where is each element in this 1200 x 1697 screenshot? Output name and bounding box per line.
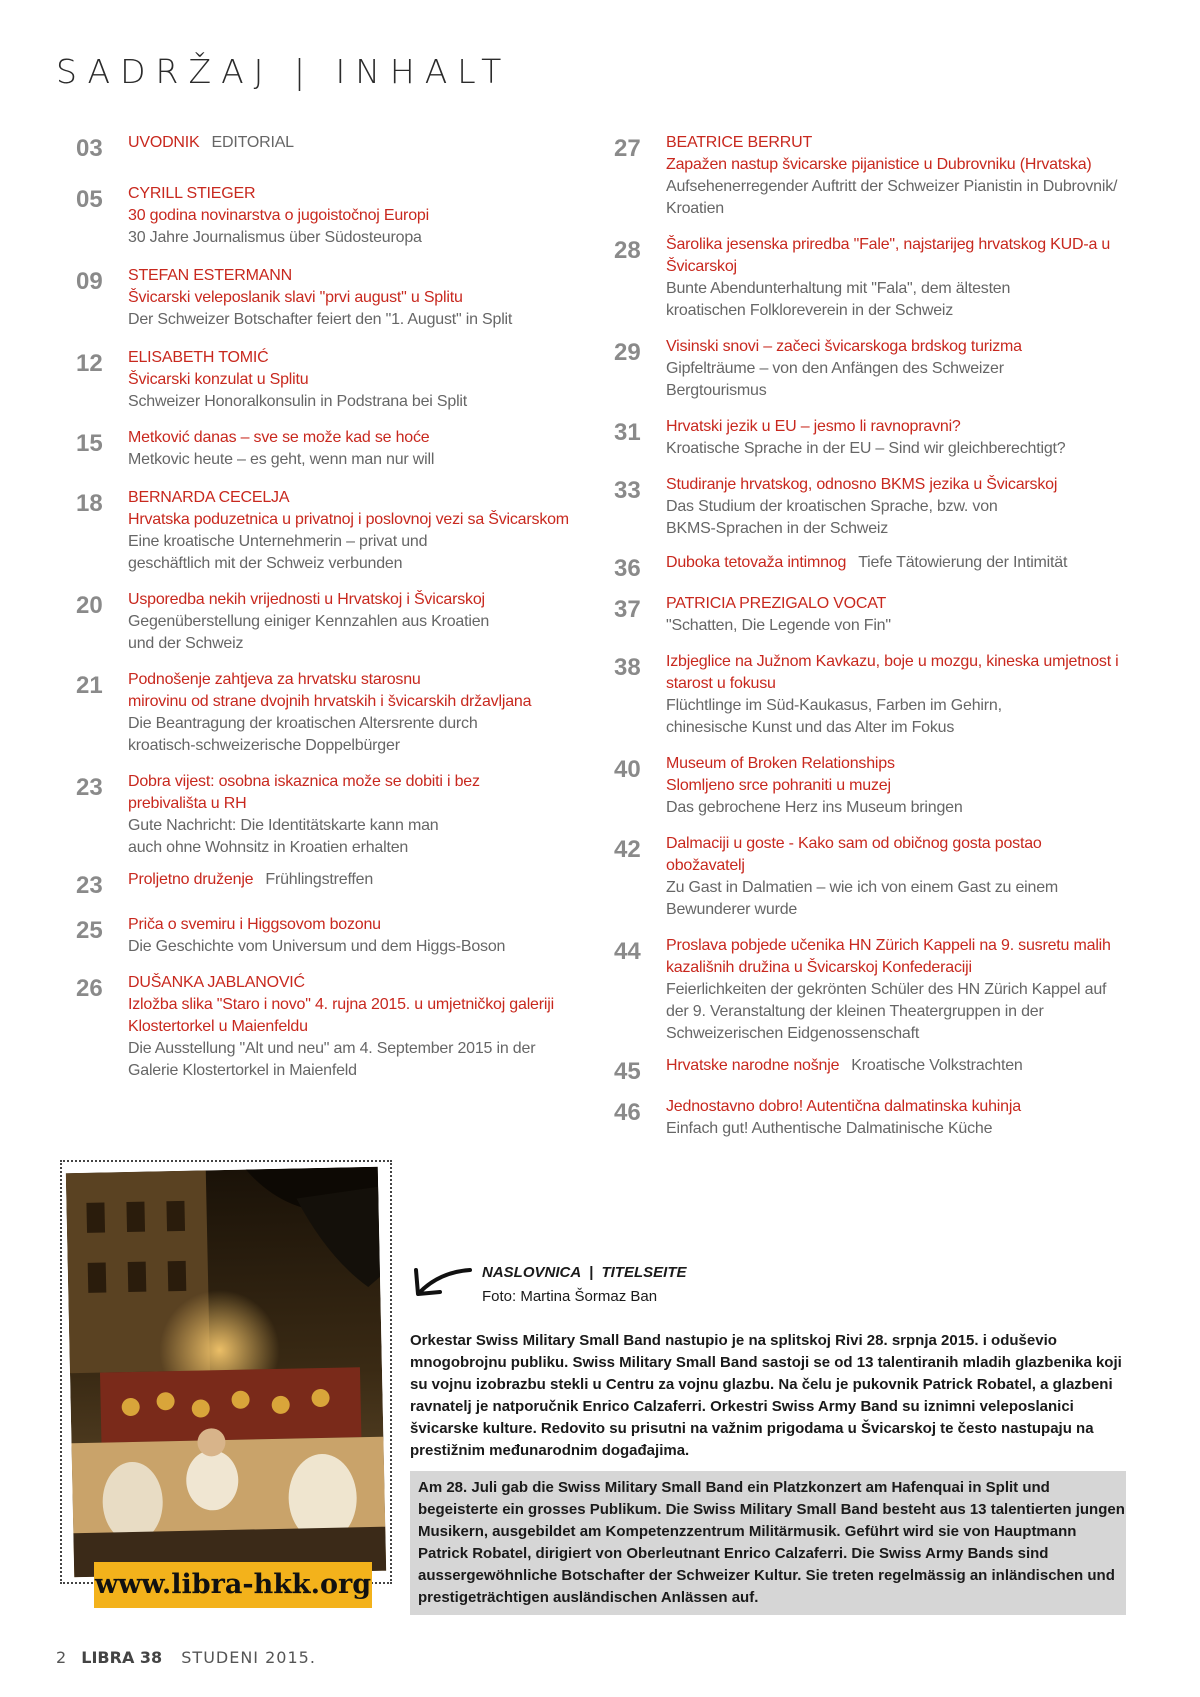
cover-label: NASLOVNICA | TITELSEITE xyxy=(482,1264,687,1281)
entry-title-de: Gipfelträume – von den Anfängen des Schweizer xyxy=(666,360,1004,377)
toc-entry[interactable] xyxy=(614,1096,1134,1140)
entry-heading xyxy=(128,487,569,509)
entry-title-hr: Visinski snovi – začeci švicarskoga brdskog turizma xyxy=(666,338,1022,355)
entry-text xyxy=(666,234,1110,322)
page-footer xyxy=(56,1648,316,1667)
entry-title-hr: Dobra vijest: osobna iskaznica može se dobiti i bez xyxy=(128,773,480,790)
entry-title-hr: Slomljeno srce pohraniti u muzej xyxy=(666,777,891,794)
entry-text xyxy=(666,753,963,819)
toc-entry[interactable] xyxy=(614,416,1134,460)
entry-title-hr: Proslava pobjede učenika HN Zürich Kappeli na 9. susretu malih xyxy=(666,937,1111,954)
entry-text xyxy=(666,474,1057,540)
entry-heading xyxy=(128,183,429,205)
toc-entry[interactable] xyxy=(76,132,596,163)
entry-text xyxy=(128,183,429,249)
entry-text xyxy=(128,914,505,958)
entry-title-de: BKMS-Sprachen in der Schweiz xyxy=(666,520,889,537)
entry-title-de: Flüchtlinge im Süd-Kaukasus, Farben im Gehirn, xyxy=(666,697,1002,714)
entry-title-hr: Švicarskoj xyxy=(666,258,737,275)
page-number: 20 xyxy=(76,592,103,619)
entry-heading xyxy=(128,869,373,891)
cover-photo-frame xyxy=(60,1160,392,1584)
entry-text xyxy=(666,593,891,637)
toc-entry[interactable] xyxy=(76,771,596,859)
entry-title-de: Kroatische Sprache in der EU – Sind wir gleichberechtigt? xyxy=(666,440,1066,457)
cover-photo xyxy=(66,1167,386,1577)
entry-heading-text: BERNARDA CECELJA xyxy=(128,489,290,506)
entry-heading-de: EDITORIAL xyxy=(211,134,294,151)
page-number: 05 xyxy=(76,186,103,213)
entry-title-de: Feierlichkeiten der gekrönten Schüler des HN Zürich Kappel auf xyxy=(666,981,1107,998)
page-number: 27 xyxy=(614,135,641,162)
toc-entry[interactable] xyxy=(614,651,1134,739)
entry-text xyxy=(128,589,489,655)
entry-heading xyxy=(666,1055,1023,1077)
page-number: 09 xyxy=(76,268,103,295)
entry-title-hr: Izbjeglice na Južnom Kavkazu, boje u mozgu, kineska umjetnost i xyxy=(666,653,1119,670)
entry-title-hr: kazališnih družina u Švicarskoj Konfederaciji xyxy=(666,959,972,976)
entry-heading-de: Frühlingstreffen xyxy=(265,871,374,888)
arrow-icon xyxy=(410,1262,472,1298)
page-number: 15 xyxy=(76,430,103,457)
toc-entry[interactable] xyxy=(76,183,596,249)
page-number: 21 xyxy=(76,672,103,699)
page-number: 12 xyxy=(76,350,103,377)
page-number: 46 xyxy=(614,1099,641,1126)
entry-heading-text: DUŠANKA JABLANOVIĆ xyxy=(128,974,305,991)
entry-title-de: geschäftlich mit der Schweiz verbunden xyxy=(128,555,403,572)
entry-text xyxy=(666,833,1058,921)
entry-text xyxy=(128,427,434,471)
entry-text xyxy=(128,771,480,859)
entry-title-hr: Metković danas – sve se može kad se hoće xyxy=(128,429,430,446)
entry-title-de: Einfach gut! Authentische Dalmatinische Küche xyxy=(666,1120,993,1137)
entry-text xyxy=(666,132,1117,220)
entry-heading-text: PATRICIA PREZIGALO VOCAT xyxy=(666,595,887,612)
entry-heading-text: UVODNIK xyxy=(128,134,200,151)
entry-heading xyxy=(128,347,467,369)
entry-text xyxy=(128,265,512,331)
entry-text xyxy=(666,336,1022,402)
entry-title-de: Aufsehenerregender Auftritt der Schweizer Pianistin in Dubrovnik/ xyxy=(666,178,1118,195)
entry-title-hr: starost u fokusu xyxy=(666,675,776,692)
entry-title-hr: Izložba slika "Staro i novo" 4. rujna 2015. u umjetničkoj galeriji xyxy=(128,996,554,1013)
entry-title-de: Bunte Abendunterhaltung mit "Fala", dem ältesten xyxy=(666,280,1011,297)
entry-heading-text: Proljetno druženje xyxy=(128,871,254,888)
entry-title-hr: Museum of Broken Relationships xyxy=(666,755,895,772)
entry-heading xyxy=(666,552,1067,574)
entry-text xyxy=(128,669,531,757)
toc-left-column xyxy=(76,132,596,1082)
entry-heading xyxy=(128,265,512,287)
entry-title-de: Der Schweizer Botschafter feiert den "1. August" in Split xyxy=(128,311,513,328)
entry-title-de: Das gebrochene Herz ins Museum bringen xyxy=(666,799,963,816)
entry-text xyxy=(128,347,467,413)
entry-title-hr: mirovinu od strane dvojnih hrvatskih i švicarskih državljana xyxy=(128,693,532,710)
entry-title-de: Die Ausstellung "Alt und neu" am 4. September 2015 in der xyxy=(128,1040,536,1057)
entry-text xyxy=(666,416,1065,460)
entry-title-hr: Švicarski veleposlanik slavi "prvi august" u Splitu xyxy=(128,289,463,306)
entry-title-de: Kroatien xyxy=(666,200,724,217)
entry-title-hr: prebivališta u RH xyxy=(128,795,247,812)
page-number: 37 xyxy=(614,596,641,623)
toc-entry[interactable] xyxy=(76,972,596,1082)
entry-title-hr: Klostertorkel u Maienfeldu xyxy=(128,1018,308,1035)
page-number: 23 xyxy=(76,872,103,899)
entry-title-de: Schweizerischen Eidgenossenschaft xyxy=(666,1025,920,1042)
entry-heading-text: BEATRICE BERRUT xyxy=(666,134,813,151)
entry-title-hr: Zapažen nastup švicarske pijanistice u Dubrovniku (Hrvatska) xyxy=(666,156,1092,173)
page-number: 38 xyxy=(614,654,641,681)
page-number: 28 xyxy=(614,237,641,264)
entry-heading xyxy=(666,593,891,615)
entry-title-hr: obožavatelj xyxy=(666,857,745,874)
entry-title-de: "Schatten, Die Legende von Fin" xyxy=(666,617,891,634)
page-number: 40 xyxy=(614,756,641,783)
entry-title-de: Zu Gast in Dalmatien – wie ich von einem Gast zu einem xyxy=(666,879,1059,896)
cover-caption-hr: Orkestar Swiss Military Small Band nastupio je na splitskoj Rivi 28. srpnja 2015. i oduševio mnogobrojnu publiku. Swiss Military Small Band sastoji se od 13 talentiranih mladih glazbenika koji su vojnu izobrazbu stekli u Centru za vojnu glazbu. Na čelu je pukovnik Patrick Robatel, a glazbeni ravnatelj je natporučnik Enrico Calzaferri. Orkestri Swiss Army Band su iznimni veleposlanici švicarske kulture. Redovito su prisutni na važnim prigodama u Švicarskoj te često nastupaju na prestižnim međunarodnim događajima. xyxy=(410,1332,1122,1459)
entry-heading-text: ELISABETH TOMIĆ xyxy=(128,349,269,366)
entry-text xyxy=(128,132,294,154)
toc-entry[interactable] xyxy=(76,589,596,655)
entry-heading-text: CYRILL STIEGER xyxy=(128,185,256,202)
toc-right-column xyxy=(614,132,1134,1140)
entry-title-hr: Hrvatski jezik u EU – jesmo li ravnopravni? xyxy=(666,418,961,435)
toc-entry[interactable] xyxy=(76,914,596,958)
entry-text xyxy=(666,1055,1023,1077)
entry-heading-text: Duboka tetovaža intimnog xyxy=(666,554,847,571)
toc-entry[interactable] xyxy=(76,265,596,331)
page-number: 45 xyxy=(614,1058,641,1085)
entry-title-de: Das Studium der kroatischen Sprache, bzw. von xyxy=(666,498,998,515)
page-title: SADRŽAJ | INHALT xyxy=(56,52,512,91)
page-number: 42 xyxy=(614,836,641,863)
entry-heading-de: Tiefe Tätowierung der Intimität xyxy=(858,554,1068,571)
entry-title-de: kroatischen Folkloreverein in der Schweiz xyxy=(666,302,954,319)
cover-caption-de: Am 28. Juli gab die Swiss Military Small Band ein Platzkonzert am Hafenquai in Split und begeisterte ein grosses Publikum. Die Swiss Military Small Band besteht aus 13 talentierten jungen Musikern, ausgebildet am Kompetenzzentrum Militärmusik. Geführt wird sie von Hauptmann Patrick Robatel, dirigiert von Oberleutnant Enrico Calzaferri. Die Swiss Army Bands sind aussergewöhnliche Botschafter der Schweizer Kultur. Sie treten regelmässig an inländischen und prestigeträchtigen ausländischen Anlässen auf. xyxy=(410,1471,1126,1615)
entry-heading-text: STEFAN ESTERMANN xyxy=(128,267,292,284)
entry-text xyxy=(666,552,1067,574)
toc-entry[interactable] xyxy=(614,552,1134,583)
page-number: 25 xyxy=(76,917,103,944)
entry-title-de: auch ohne Wohnsitz in Kroatien erhalten xyxy=(128,839,409,856)
issue-month: STUDENI 2015. xyxy=(181,1648,316,1667)
entry-title-de: 30 Jahre Journalismus über Südosteuropa xyxy=(128,229,422,246)
toc-entry[interactable] xyxy=(76,669,596,757)
toc-entry[interactable] xyxy=(76,427,596,471)
page-number: 36 xyxy=(614,555,641,582)
entry-title-hr: 30 godina novinarstva o jugoistočnoj Europi xyxy=(128,207,429,224)
toc-entry[interactable] xyxy=(614,753,1134,819)
entry-title-de: chinesische Kunst und das Alter im Fokus xyxy=(666,719,955,736)
toc-entry[interactable] xyxy=(614,234,1134,322)
entry-title-hr: Studiranje hrvatskog, odnosno BKMS jezika u Švicarskoj xyxy=(666,476,1058,493)
entry-title-de: der 9. Veranstaltung der kleinen Theatergruppen in der xyxy=(666,1003,1044,1020)
entry-title-hr: Švicarski konzulat u Splitu xyxy=(128,371,309,388)
toc-entry[interactable] xyxy=(76,487,596,575)
entry-title-hr: Jednostavno dobro! Autentična dalmatinska kuhinja xyxy=(666,1098,1021,1115)
page-number: 31 xyxy=(614,419,641,446)
entry-heading xyxy=(666,132,1117,154)
entry-title-de: Galerie Klostertorkel in Maienfeld xyxy=(128,1062,357,1079)
entry-title-hr: Podnošenje zahtjeva za hrvatsku starosnu xyxy=(128,671,421,688)
toc-entry[interactable] xyxy=(76,347,596,413)
entry-title-de: Bewunderer wurde xyxy=(666,901,798,918)
entry-title-de: kroatisch-schweizerische Doppelbürger xyxy=(128,737,400,754)
toc-entry[interactable] xyxy=(614,593,1134,637)
entry-heading xyxy=(128,972,554,994)
entry-title-de: Die Geschichte vom Universum und dem Higgs-Boson xyxy=(128,938,506,955)
entry-title-de: und der Schweiz xyxy=(128,635,244,652)
page-number: 18 xyxy=(76,490,103,517)
toc-entry[interactable] xyxy=(614,935,1134,1045)
toc-entry[interactable] xyxy=(614,336,1134,402)
toc-entry[interactable] xyxy=(614,132,1134,220)
entry-text xyxy=(128,869,373,891)
page-number: 29 xyxy=(614,339,641,366)
toc-entry[interactable] xyxy=(614,474,1134,540)
entry-title-de: Gegenüberstellung einiger Kennzahlen aus Kroatien xyxy=(128,613,490,630)
entry-title-hr: Hrvatska poduzetnica u privatnoj i poslovnoj vezi sa Švicarskom xyxy=(128,511,569,528)
entry-text xyxy=(128,487,569,575)
entry-title-hr: Usporedba nekih vrijednosti u Hrvatskoj i Švicarskoj xyxy=(128,591,485,608)
entry-heading-text: Hrvatske narodne nošnje xyxy=(666,1057,840,1074)
page-number: 33 xyxy=(614,477,641,504)
cover-photo-credit: Foto: Martina Šormaz Ban xyxy=(482,1288,658,1305)
magazine-name: LIBRA 38 xyxy=(81,1648,163,1667)
entry-title-de: Gute Nachricht: Die Identitätskarte kann man xyxy=(128,817,439,834)
page-number: 2 xyxy=(56,1648,67,1667)
page-number: 44 xyxy=(614,938,641,965)
entry-title-de: Die Beantragung der kroatischen Altersrente durch xyxy=(128,715,478,732)
website-url[interactable]: www.libra-hkk.org xyxy=(94,1562,372,1608)
page-number: 03 xyxy=(76,135,103,162)
entry-title-de: Eine kroatische Unternehmerin – privat und xyxy=(128,533,428,550)
entry-text xyxy=(666,935,1111,1045)
entry-heading-de: Kroatische Volkstrachten xyxy=(851,1057,1023,1074)
entry-title-de: Metkovic heute – es geht, wenn man nur will xyxy=(128,451,435,468)
toc-entry[interactable] xyxy=(614,1055,1134,1086)
entry-text xyxy=(666,651,1119,739)
entry-heading xyxy=(128,132,294,154)
toc-entry[interactable] xyxy=(614,833,1134,921)
entry-title-hr: Priča o svemiru i Higgsovom bozonu xyxy=(128,916,381,933)
page-number: 26 xyxy=(76,975,103,1002)
entry-text xyxy=(666,1096,1021,1140)
entry-title-de: Schweizer Honoralkonsulin in Podstrana bei Split xyxy=(128,393,468,410)
entry-title-hr: Dalmaciji u goste - Kako sam od običnog gosta postao xyxy=(666,835,1042,852)
toc-entry[interactable] xyxy=(76,869,596,900)
page-number: 23 xyxy=(76,774,103,801)
entry-text xyxy=(128,972,554,1082)
entry-title-hr: Šarolika jesenska priredba "Fale", najstarijeg hrvatskog KUD-a u xyxy=(666,236,1111,253)
entry-title-de: Bergtourismus xyxy=(666,382,767,399)
